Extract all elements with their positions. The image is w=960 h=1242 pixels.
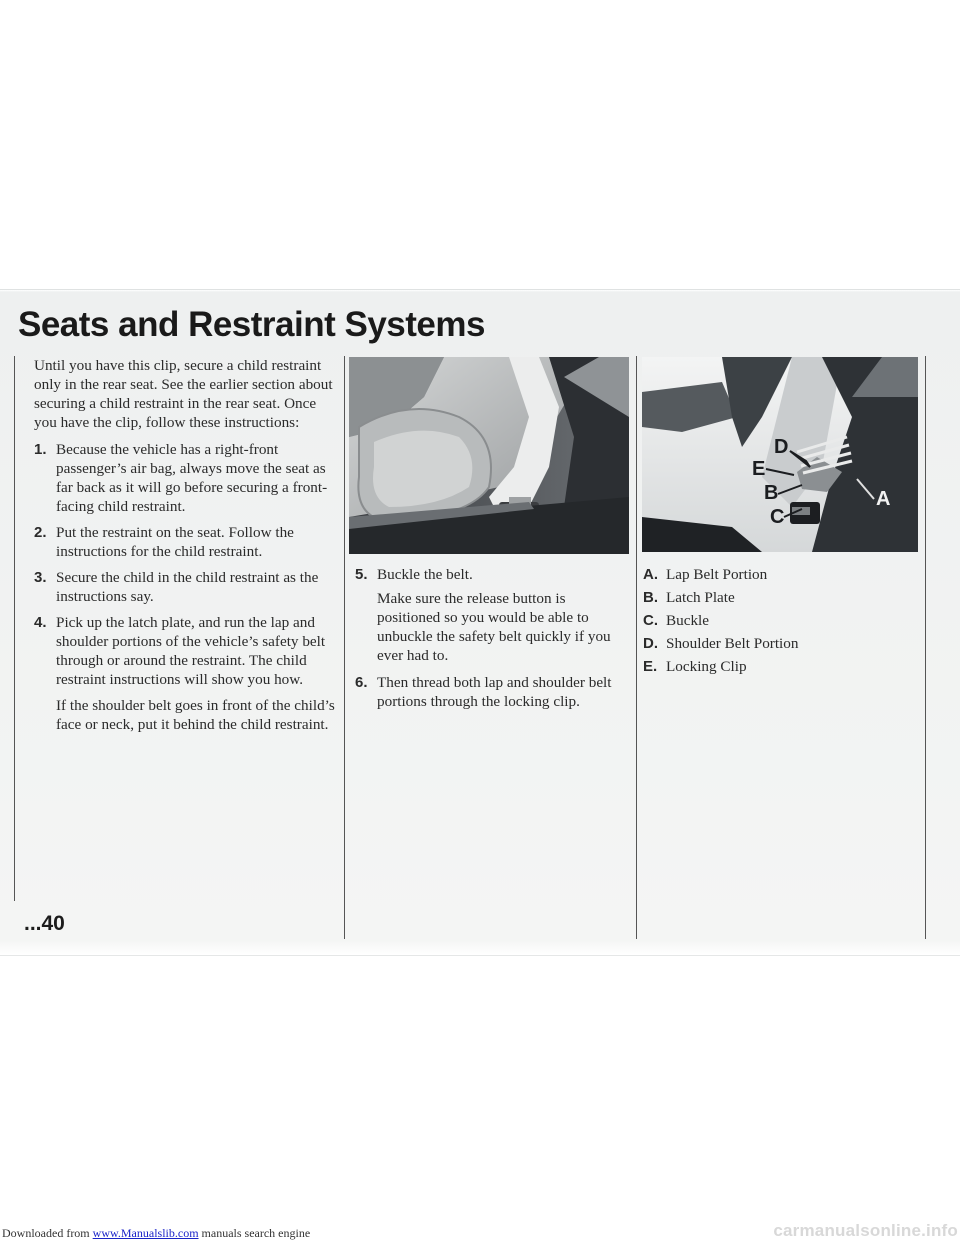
step-text: Put the restraint on the seat. Follow the instructions for the child restraint. [56,524,294,560]
step-2 [34,523,338,561]
step-text: Secure the child in the child restraint as the instructions say. [56,569,319,605]
legend-text: Lap Belt Portion [666,566,768,583]
legend-key: D. [643,635,658,652]
column-rule-2 [636,356,637,939]
step-3 [34,568,338,606]
legend-text: Buckle [666,612,710,629]
column-2 [355,565,627,718]
page-number: ...40 [24,912,65,935]
callout-b: B [764,482,779,504]
step-text: Because the vehicle has a right-front passenger’s air bag, always move the seat as far back as it will go before securing a front-facing child restraint. [56,441,328,515]
watermark-text: carmanualsonline.info [773,1221,958,1240]
legend-key: B. [643,589,658,606]
step-1 [34,440,338,516]
legend-item-e [643,657,919,676]
step-5 [355,565,627,584]
step-6 [355,673,627,711]
column-3-legend [643,565,919,680]
step-number: 6. [355,674,368,691]
page-bottom-border [0,955,960,956]
callout-e: E [752,458,766,480]
step-text: Buckle the belt. [377,566,473,583]
column-rule-1 [344,356,345,939]
page-top-border [0,289,960,290]
callout-a: A [876,488,891,510]
column-rule-right [925,356,926,939]
header-suffix: manuals search engine [198,1226,311,1240]
legend-text: Locking Clip [666,658,747,675]
release-button-note: Make sure the release button is positioned so you would be able to unbuckle the safety belt quickly if you ever had to. [377,590,611,664]
step-text: Then thread both lap and shoulder belt portions through the locking clip. [377,674,612,710]
step-number: 5. [355,566,368,583]
legend-text: Shoulder Belt Portion [666,635,799,652]
legend-item-b [643,588,919,607]
column-rule-left [14,356,15,901]
step-number: 2. [34,524,47,541]
belt-parts-photo [642,357,918,552]
callout-d: D [774,436,789,458]
step-number: 1. [34,441,47,458]
page-title: Seats and Restraint Systems [18,305,485,344]
belt-parts-illustration [642,357,918,552]
child-restraint-photo [349,357,629,554]
child-restraint-illustration [349,357,629,554]
step-4 [34,613,338,689]
callout-c: C [770,506,785,528]
shoulder-belt-note: If the shoulder belt goes in front of the child’s face or neck, put it behind the child restraint. [56,697,335,733]
legend-key: E. [643,658,658,675]
legend-key: A. [643,566,658,583]
header-prefix: Downloaded from [2,1226,93,1240]
legend-item-d [643,634,919,653]
step-number: 3. [34,569,47,586]
manualslib-link[interactable]: www.Manualslib.com [92,1226,199,1240]
legend-item-a [643,565,919,584]
step-number: 4. [34,614,47,631]
step-text: Pick up the latch plate, and run the lap and shoulder portions of the vehicle’s safety belt through or around the restraint. The child restraint instructions will show you how. [56,614,326,688]
legend-item-c [643,611,919,630]
legend-key: C. [643,612,658,629]
column-1 [34,356,338,742]
intro-paragraph: Until you have this clip, secure a child restraint only in the rear seat. See the earlier section about securing a child restraint in the rear seat. Once you have the clip, follow these instructions: [34,357,333,431]
legend-text: Latch Plate [666,589,735,606]
